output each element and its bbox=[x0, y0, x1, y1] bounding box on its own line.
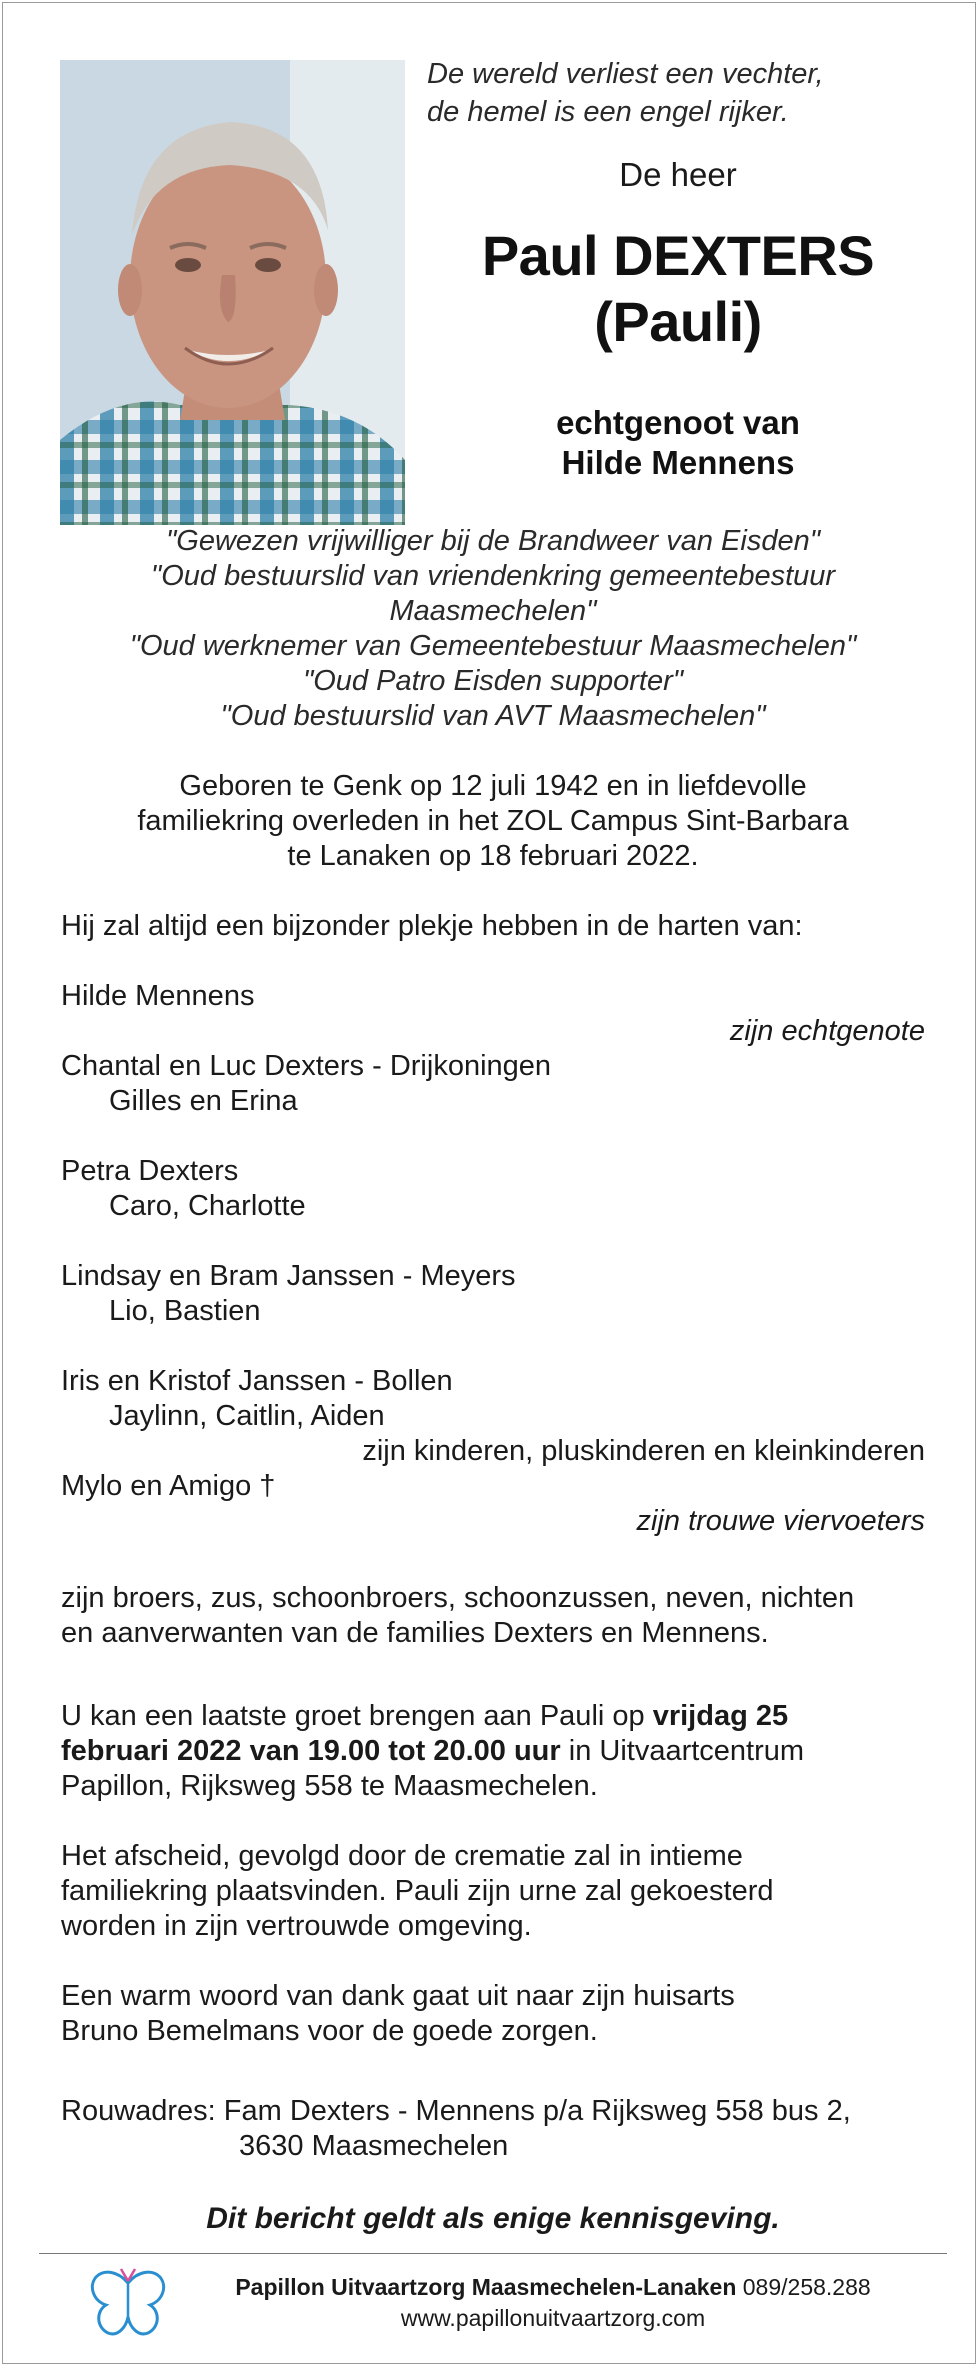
mourning-address bbox=[61, 2094, 925, 2164]
closing-statement: Dit bericht geldt als enige kennisgeving. bbox=[206, 2202, 780, 2235]
deceased-name: Paul DEXTERS (Pauli) bbox=[481, 224, 875, 353]
relatives-text: zijn broers, zus, schoonbroers, schoonzussen, neven, nichten en aanverwanten van de families Dexters en Mennens. bbox=[61, 1582, 855, 1649]
portrait-photo bbox=[60, 60, 405, 525]
pets-role: zijn trouwe viervoeters bbox=[636, 1505, 925, 1537]
birth-death-text: Geboren te Genk op 12 juli 1942 en in liefdevolle familiekring overleden in het ZOL Campus Sint-Barbara te Lanaken op 18 februari 2022. bbox=[137, 770, 849, 872]
funeral-home-phone: 089/258.288 bbox=[736, 2274, 871, 2300]
grandchildren: Jaylinn, Caitlin, Aiden bbox=[109, 1400, 385, 1432]
butterfly-logo-icon bbox=[88, 2265, 168, 2343]
child-parents: Chantal en Luc Dexters - Drijkoningen bbox=[61, 1050, 552, 1082]
role-item: "Gewezen vrijwilliger bij de Brandweer van Eisden" bbox=[165, 525, 821, 557]
funeral-home-website[interactable]: www.papillonuitvaartzorg.com bbox=[400, 2305, 706, 2331]
roles-list bbox=[43, 524, 943, 734]
role-item: "Oud werknemer van Gemeentebestuur Maasmechelen" bbox=[129, 630, 857, 662]
honorific: De heer bbox=[619, 156, 737, 193]
grandchildren: Lio, Bastien bbox=[109, 1295, 261, 1327]
grandchildren: Caro, Charlotte bbox=[109, 1190, 306, 1222]
pets-names: Mylo en Amigo † bbox=[61, 1470, 276, 1502]
child-parents: Iris en Kristof Janssen - Bollen bbox=[61, 1365, 453, 1397]
child-parents: Petra Dexters bbox=[61, 1155, 239, 1187]
footer-divider bbox=[39, 2253, 947, 2254]
spouse-line: echtgenoot van Hilde Mennens bbox=[556, 404, 800, 481]
address-line-2: 3630 Maasmechelen bbox=[239, 2130, 509, 2162]
address-line-1: Rouwadres: Fam Dexters - Mennens p/a Rijksweg 558 bus 2, bbox=[61, 2095, 851, 2127]
visitation-date: vrijdag 25 februari 2022 van 19.00 tot 20.00 uur bbox=[61, 1700, 789, 1767]
spouse-name: Hilde Mennens bbox=[61, 980, 255, 1012]
family-intro: Hij zal altijd een bijzonder plekje hebben in de harten van: bbox=[61, 910, 803, 942]
farewell-text: Het afscheid, gevolgd door de crematie zal in intieme familiekring plaatsvinden. Pauli zijn urne zal gekoesterd worden in zijn vertrouwde omgeving. bbox=[61, 1840, 774, 1942]
funeral-home-name: Papillon Uitvaartzorg Maasmechelen-Lanaken bbox=[235, 2274, 737, 2300]
funeral-home-info bbox=[183, 2273, 923, 2301]
family-section bbox=[61, 909, 925, 1539]
visitation-pre: U kan een laatste groet brengen aan Pauli op bbox=[61, 1700, 653, 1732]
role-item: "Oud bestuurslid van vriendenkring gemeentebestuur Maasmechelen" bbox=[150, 560, 836, 627]
grandchildren: Gilles en Erina bbox=[109, 1085, 298, 1117]
opening-quote: De wereld verliest een vechter, de hemel is een engel rijker. bbox=[427, 58, 824, 128]
child-parents: Lindsay en Bram Janssen - Meyers bbox=[61, 1260, 516, 1292]
visitation-post: in Uitvaartcentrum Papillon, Rijksweg 558 te Maasmechelen. bbox=[61, 1735, 805, 1802]
visitation-text bbox=[61, 1699, 925, 1804]
role-item: "Oud Patro Eisden supporter" bbox=[302, 665, 684, 697]
role-item: "Oud bestuurslid van AVT Maasmechelen" bbox=[220, 700, 766, 732]
spouse-role: zijn echtgenote bbox=[729, 1015, 925, 1047]
children-role: zijn kinderen, pluskinderen en kleinkinderen bbox=[362, 1435, 925, 1467]
obituary-notice bbox=[2, 2, 976, 2364]
thanks-text: Een warm woord van dank gaat uit naar zijn huisarts Bruno Bemelmans voor de goede zorgen. bbox=[61, 1980, 735, 2047]
